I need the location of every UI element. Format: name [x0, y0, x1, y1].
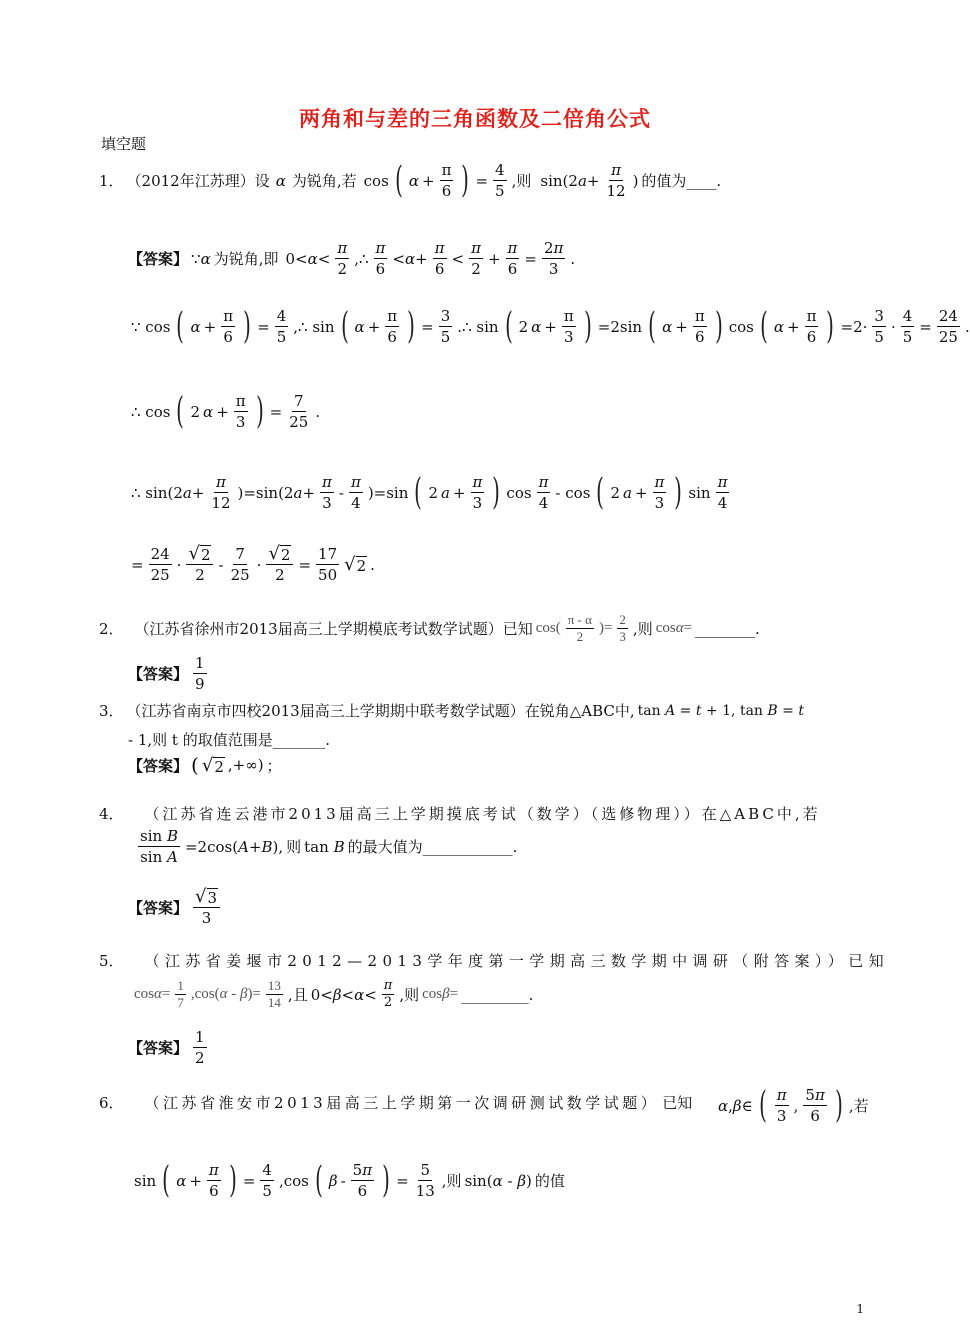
problem-1-answer-line-1: 【答案】 ∵α 为锐角,即 0<α< $\frac{\pi}{2}$ ,∴ $\frac{\pi}{6}$ <α+ $\frac{\pi}{6}$ < $\frac{\pi}{2}$ + $\frac{\pi}{6}$ = $\frac{2\pi}{3}$ . [128, 239, 576, 278]
section-heading: 填空题 [101, 135, 147, 153]
problem-1-number: 1． [99, 172, 124, 190]
problem-6-cont: sin ( α + $\frac{\pi}{6}$ ) = $\frac{4}{5}$ ,cos ( β - $\frac{5\pi}{6}$ ) = $\frac{5}{13}$ ,则 sin(α - β) 的值 [134, 1159, 565, 1201]
problem-1-source: （2012年江苏理）设 [126, 172, 270, 190]
problem-6: 6． （江苏省淮安市2013届高三上学期第一次调研测试数学试题） 已知 [99, 1094, 693, 1112]
problem-5-cont: cosα= $\frac{1}{7}$ ,cos(α - β)= $\frac{13}{14}$ ,且 0<β<α< $\frac{\pi}{2}$ ,则 cosβ= _________. [134, 978, 534, 1010]
problem-4: 4． （江苏省连云港市2013届高三上学期摸底考试（数学）（选修物理））在△ABC中,若 [99, 805, 821, 823]
problem-3-answer: 【答案】 ( √ 2 ,+∞) ； [128, 753, 282, 777]
problem-2-answer: 【答案】 $\frac{1}{9}$ [128, 654, 205, 693]
problem-1-answer-line-4: ∴ sin(2a+ $\frac{\pi}{12}$ )=sin(2a+ $\frac{\pi}{3}$ - $\frac{\pi}{4}$ )=sin ( 2 a + $\frac{\pi}{3}$ ) cos $\frac{\pi}{4}$ - cos ( 2 a + $\frac{\pi}{3}$ ) sin $\frac{\pi}{4}$ [131, 471, 728, 513]
problem-1-answer-line-3: ∴ cos ( 2 α + $\frac{\pi}{3}$ ) = $\frac{7}{25}$ . [131, 390, 321, 432]
problem-1-answer-line-2: ∵ cos ( α + $\frac{\pi}{6}$ ) = $\frac{4}{5}$ ,∴ sin ( α + $\frac{\pi}{6}$ ) = $\frac{3}{5}$ .∴ sin ( 2 α + $\frac{\pi}{3}$ ) =2sin ( α + $\frac{\pi}{6}$ ) cos ( α + $\frac{\pi}{6}$ ) =2· $\frac{3}{5}$ · $\frac{4}{5}$ = $\frac{24}{25}$ . [131, 305, 970, 347]
problem-3: 3． （江苏省南京市四校2013届高三上学期期中联考数学试题）在锐角△ABC中, tan A = t + 1, tan B = t [99, 702, 804, 720]
problem-6-range: α,β∈ ( $\frac{\pi}{3}$ , $\frac{5\pi}{6}$ ) ,若 [718, 1084, 869, 1126]
problem-1: 1． （2012年江苏理）设 α 为锐角,若 cos ( α + $\frac{\pi}{6}$ ) = $\frac{4}{5}$ ,则 sin(2a+ $\frac{\pi}{12}$ ) 的值为____. [99, 159, 722, 201]
problem-5: 5． （江苏省姜堰市2012—2013学年度第一学期高三数学期中调研（附答案））已知 [99, 952, 889, 970]
problem-1-answer-line-5: = $\frac{24}{25}$ · √ 2 2 - $\frac{7}{25}$ · √ 2 2 = $\frac{17}{50}$ √ 2 . [131, 543, 375, 584]
problem-4-answer: 【答案】 √ 3 3 [128, 887, 222, 928]
problem-2: 2． （江苏省徐州市2013届高三上学期模底考试数学试题）已知 cos( $\frac{\pi - \alpha}{2}$ )= $\frac{2}{3}$ ,则 cosα= ________. [99, 612, 760, 644]
answer-tag: 【答案】 [128, 250, 189, 268]
page-number: 1 [856, 1302, 864, 1316]
problem-3-cont: - 1,则 t 的取值范围是_______. [128, 731, 330, 749]
problem-4-cont: $\frac{\text{sin B}}{\text{sin A}}$ =2cos(A+B), 则 tan B 的最大值为____________. [140, 827, 518, 866]
page-title: 两角和与差的三角函数及二倍角公式 [299, 107, 651, 131]
problem-5-answer: 【答案】 $\frac{1}{2}$ [128, 1028, 205, 1067]
